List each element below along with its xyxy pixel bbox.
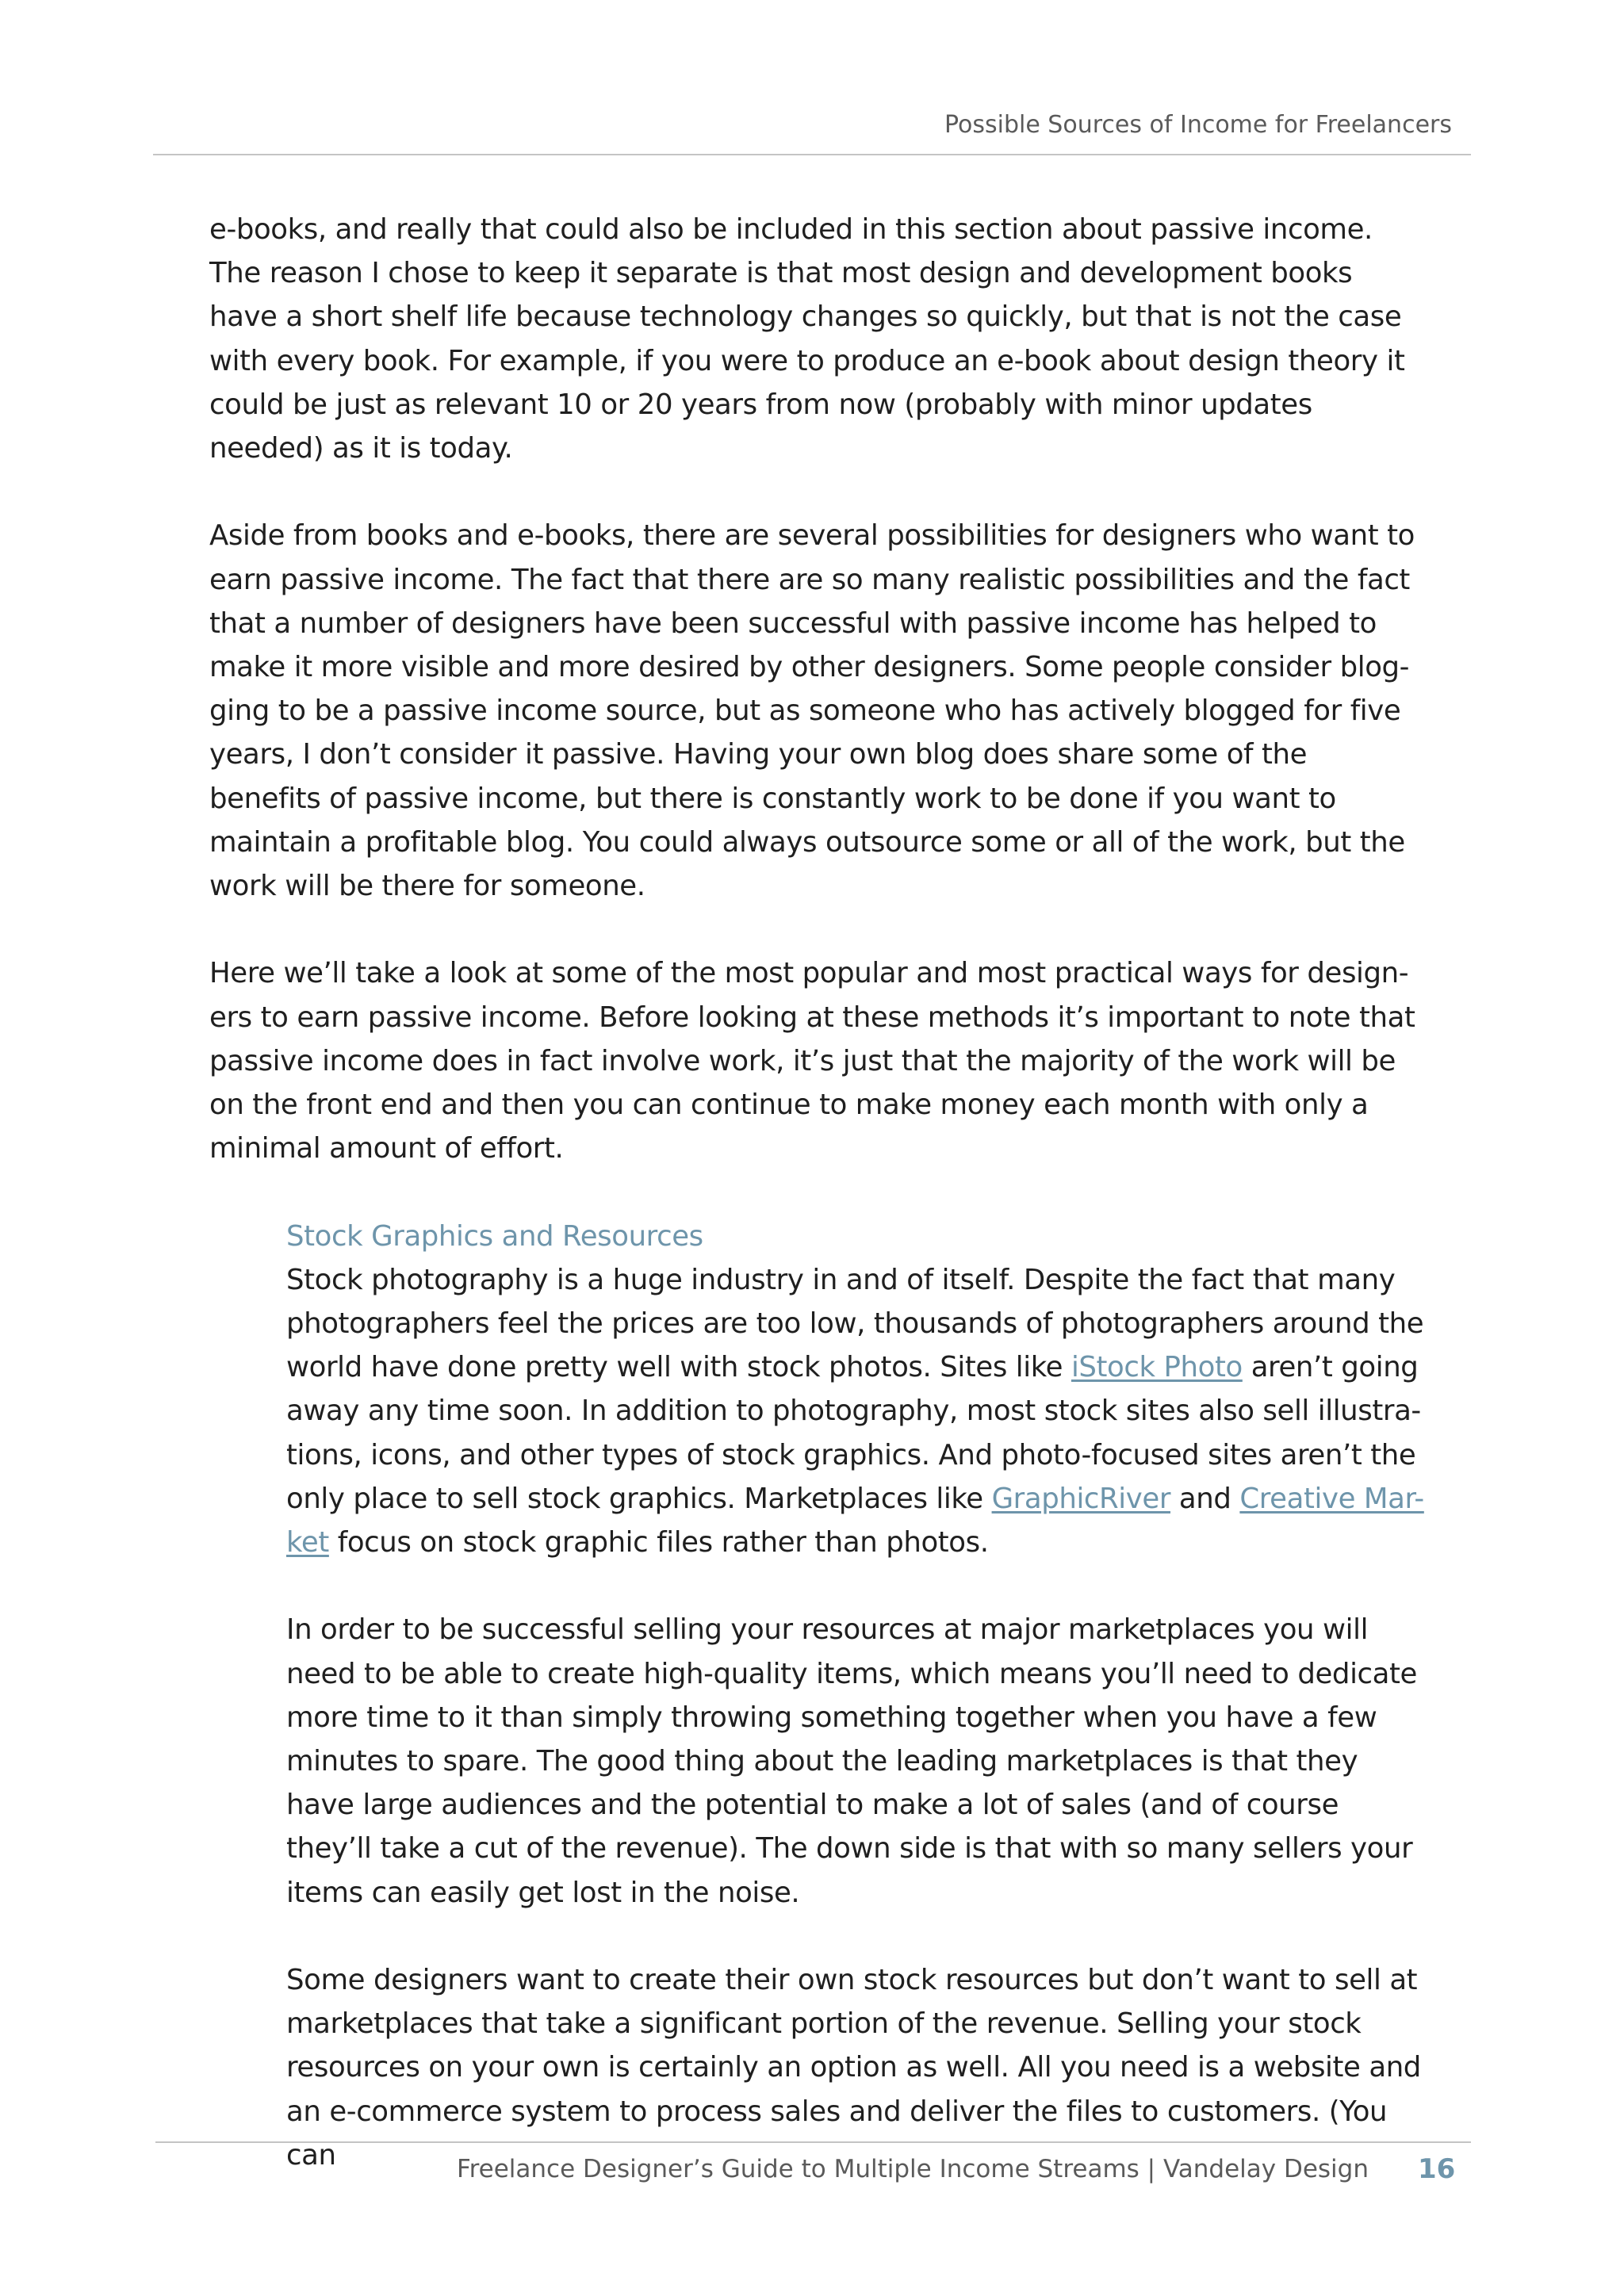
section-heading: Stock Graphics and Resources: [286, 1219, 703, 1253]
footer-divider: [155, 2141, 1471, 2143]
section-paragraph: [286, 1258, 1428, 1564]
paragraph-text: and: [1170, 1482, 1240, 1515]
istock-photo-link[interactable]: iStock Photo: [1071, 1351, 1243, 1384]
running-header: Possible Sources of Income for Freelancers: [944, 111, 1452, 139]
paragraph-text: Stock photography is a huge industry in and of itself. Despite the fact that many photographers feel the prices are too low, thousands of photographers around the world have done pretty well with stock photos. Sites like: [286, 1263, 1424, 1384]
creative-market-link[interactable]: Creative Mar-ket: [286, 1482, 1424, 1559]
paragraph-text: aren’t going away any time soon. In addition to photography, most stock sites also sell illustra-tions, icons, and other types of stock graphics. And photo-focused sites aren’t the only place to sell stock graphics. Marketplaces like: [286, 1351, 1421, 1515]
graphicriver-link[interactable]: GraphicRiver: [991, 1482, 1171, 1515]
body-paragraph: Aside from books and e-books, there are several possibilities for designers who want to earn passive income. The fact that there are so many realistic possibilities and the fact that a number of designers have been successful with passive income has helped to make it more visible and more desired by other designers. Some people consider blog-ging to be a passive income source, but as someone who has actively blogged for five years, I don’t consider it passive. Having your own blog does share some of the benefits of passive income, but there is constantly work to be done if you want to maintain a profitable blog. You could always outsource some or all of the work, but the work will be there for someone.: [209, 519, 1415, 903]
section-paragraph: In order to be successful selling your resources at major marketplaces you will need to be able to create high-quality items, which means you’ll need to dedicate more time to it than simply throwing something together when you have a few minutes to spare. The good thing about the leading marketplaces is that they have large audiences and the potential to make a lot of sales (and of course they’ll take a cut of the revenue). The down side is that with so many sellers your items can easily get lost in the noise.: [286, 1613, 1417, 1909]
paragraph-text: focus on stock graphic files rather than photos.: [328, 1526, 989, 1559]
section-paragraph: Some designers want to create their own stock resources but don’t want to sell at marketplaces that take a significant portion of the revenue. Selling your stock resources on your own is certainly an option as well. All you need is a website and an e-commerce system to process sales and deliver the files to customers. (You can: [286, 1964, 1421, 2172]
page-body: [209, 208, 1424, 2221]
header-divider: [153, 154, 1471, 155]
body-paragraph: e-books, and really that could also be included in this section about passive income. The reason I chose to keep it separate is that most design and development books have a short shelf life because technology changes so quickly, but that is not the case with every book. For example, if you were to produce an e-book about design theory it could be just as relevant 10 or 20 years from now (probably with minor updates needed) as it is today.: [209, 213, 1405, 465]
page-number: 16: [1418, 2153, 1456, 2185]
body-paragraph: Here we’ll take a look at some of the most popular and most practical ways for design-ers to earn passive income. Before looking at these methods it’s important to note that passive income does in fact involve work, it’s just that the majority of the work will be on the front end and then you can continue to make money each month with only a minimal amount of effort.: [209, 957, 1415, 1165]
running-footer: Freelance Designer’s Guide to Multiple Income Streams | Vandelay Design: [457, 2155, 1369, 2183]
section-stock-graphics: [286, 1215, 1428, 2177]
